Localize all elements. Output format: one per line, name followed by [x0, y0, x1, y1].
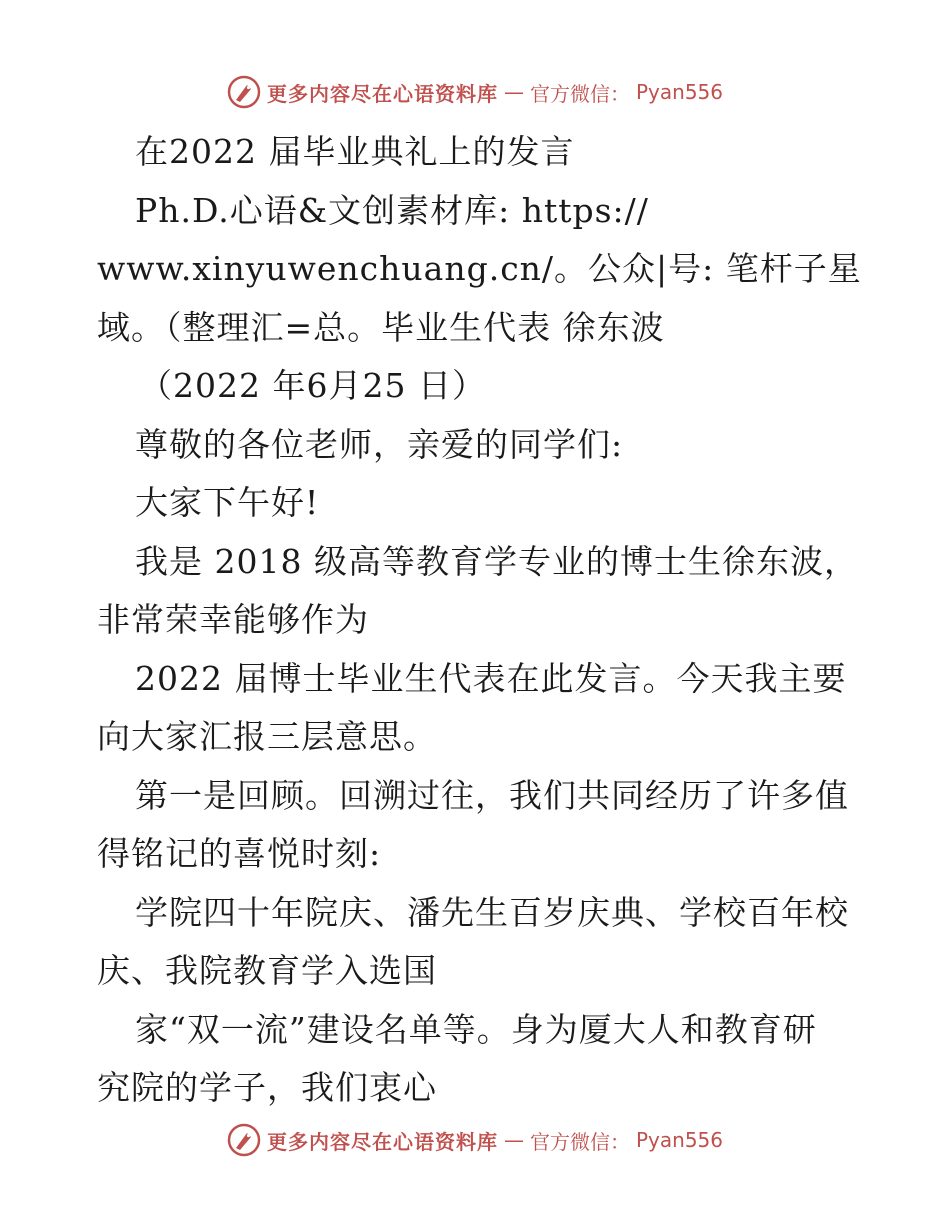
document-body	[97, 123, 867, 1118]
pen-nib-icon	[227, 1123, 261, 1157]
banner-dash: —	[503, 1128, 524, 1152]
doc-salutation: 尊敬的各位老师，亲爱的同学们:	[135, 424, 624, 464]
pen-nib-icon	[227, 75, 261, 109]
banner-wechat-id: Pyan556	[635, 80, 723, 104]
doc-line: 庆、我院教育学入选国	[97, 951, 437, 990]
doc-line: 究院的学子，我们衷心	[97, 1068, 437, 1107]
doc-line: 我是 2018 级高等教育学专业的博士生徐东波，	[135, 541, 858, 581]
banner-main-text: 更多内容尽在心语资料库	[266, 1129, 498, 1154]
doc-greeting: 大家下午好!	[135, 483, 320, 522]
doc-line: 非常荣幸能够作为	[97, 600, 369, 639]
doc-line: 得铭记的喜悦时刻:	[97, 834, 382, 873]
doc-line: 向大家汇报三层意思。	[97, 717, 437, 756]
doc-line: Ph.D.心语&文创素材库: https://	[135, 190, 649, 230]
doc-line: 家“双一流”建设名单等。身为厦大人和教育研	[135, 1009, 817, 1049]
banner-dash: —	[503, 80, 524, 104]
banner-wechat-label: 官方微信：	[529, 81, 630, 106]
footer-watermark-banner	[0, 1120, 950, 1160]
banner-main-text: 更多内容尽在心语资料库	[266, 81, 498, 106]
banner-wechat-label: 官方微信：	[529, 1129, 630, 1154]
doc-line: 2022 届博士毕业生代表在此发言。今天我主要	[135, 658, 847, 698]
doc-line: 第一是回顾。回溯过往，我们共同经历了许多值	[135, 775, 849, 815]
doc-line: www.xinyuwenchuang.cn/。公众|号: 笔杆子星	[97, 249, 862, 288]
header-watermark-banner	[0, 72, 950, 112]
doc-line: 域。（整理汇=总。毕业生代表 徐东波	[97, 307, 665, 347]
doc-title: 在2022 届毕业典礼上的发言	[135, 132, 575, 171]
doc-date-line: （2022 年6月25 日）	[139, 366, 486, 405]
banner-wechat-id: Pyan556	[635, 1128, 723, 1152]
doc-line: 学院四十年院庆、潘先生百岁庆典、学校百年校	[135, 892, 849, 932]
